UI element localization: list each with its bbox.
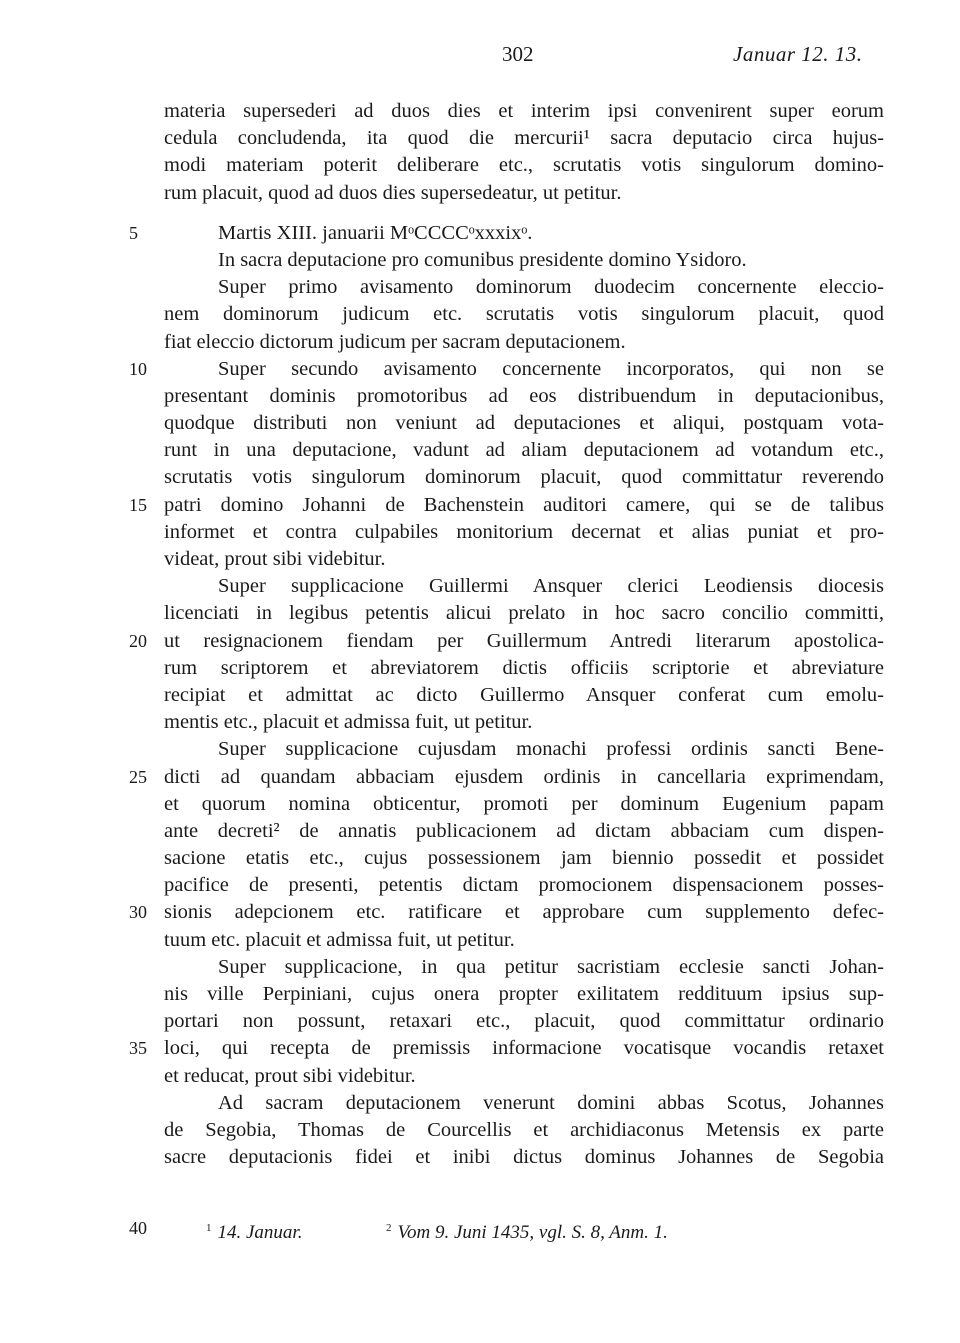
line-text: portari non possunt, retaxari etc., placuit, quod committatur ordinario bbox=[164, 1010, 884, 1033]
text-line bbox=[164, 301, 884, 328]
text-line bbox=[164, 791, 884, 818]
line-text: cedula concludenda, ita quod die mercurii¹ sacra deputacio circa hujus- bbox=[164, 127, 884, 150]
line-text: tuum etc. placuit et admissa fuit, ut petitur. bbox=[164, 928, 515, 951]
body-text bbox=[129, 98, 884, 1171]
line-text: sacre deputacionis fidei et inibi dictus dominus Johannes de Segobia bbox=[164, 1146, 884, 1169]
line-text: Martis XIII. januarii MᵒCCCCᵒxxxixᵒ. bbox=[218, 221, 533, 244]
text-line bbox=[164, 845, 884, 872]
line-text: mentis etc., placuit et admissa fuit, ut petitur. bbox=[164, 711, 533, 734]
text-line bbox=[164, 573, 884, 600]
line-text: Super primo avisamento dominorum duodecim concernente eleccio- bbox=[218, 276, 884, 299]
text-line bbox=[164, 519, 884, 546]
footnote-1-text: 14. Januar. bbox=[217, 1222, 303, 1243]
line-text: sacione etatis etc., cujus possessionem jam biennio possedit et possidet bbox=[164, 847, 884, 870]
text-line bbox=[164, 98, 884, 125]
text-line bbox=[164, 464, 884, 491]
line-text: rum scriptorem et abreviatorem dictis officiis scriptorie et abreviature bbox=[164, 656, 884, 679]
text-line bbox=[164, 1090, 884, 1117]
line-number: 5 bbox=[129, 222, 138, 243]
text-line bbox=[164, 927, 884, 954]
text-line bbox=[164, 1117, 884, 1144]
text-line bbox=[129, 492, 884, 519]
line-text: nem dominorum judicum etc. scrutatis votis singulorum placuit, quod bbox=[164, 303, 884, 326]
text-line bbox=[164, 709, 884, 736]
line-text: modi materiam poterit deliberare etc., scrutatis votis singulorum domino- bbox=[164, 154, 884, 177]
paragraph-gap bbox=[164, 207, 884, 220]
text-line bbox=[164, 437, 884, 464]
text-line bbox=[129, 356, 884, 383]
text-line bbox=[164, 546, 884, 573]
line-text: Ad sacram deputacionem venerunt domini abbas Scotus, Johannes bbox=[218, 1091, 884, 1114]
text-line bbox=[164, 954, 884, 981]
line-text: videat, prout sibi videbitur. bbox=[164, 548, 386, 570]
line-text: rum placuit, quod ad duos dies supersedeatur, ut petitur. bbox=[164, 181, 622, 204]
line-number: 15 bbox=[129, 494, 147, 515]
text-line bbox=[129, 220, 884, 247]
text-line bbox=[164, 600, 884, 627]
line-text: runt in una deputacione, vadunt ad aliam deputacionem ad votandum etc., bbox=[164, 439, 884, 462]
line-text: et quorum nomina obticentur, promoti per dominum Eugenium papam bbox=[164, 792, 884, 815]
text-line bbox=[164, 274, 884, 301]
line-text: materia supersederi ad duos dies et interim ipsi convenirent super eorum bbox=[164, 100, 884, 122]
line-text: informet et contra culpabiles monitorium decernat et alias puniat et pro- bbox=[164, 520, 884, 543]
line-number: 25 bbox=[129, 766, 147, 787]
line-text: nis ville Perpiniani, cujus onera propter exilitatem reddituum ipsius sup- bbox=[164, 983, 884, 1005]
text-line bbox=[164, 383, 884, 410]
footnote-2 bbox=[386, 1214, 668, 1247]
line-text: recipiat et admittat ac dicto Guillermo Ansquer conferat cum emolu- bbox=[164, 683, 884, 706]
footnote-2-mark: 2 bbox=[386, 1222, 392, 1234]
text-line bbox=[164, 152, 884, 179]
text-line bbox=[164, 736, 884, 763]
line-text: In sacra deputacione pro comunibus presidente domino Ysidoro. bbox=[218, 248, 747, 271]
line-text: quodque distributi non veniunt ad deputaciones et aliqui, postquam vota- bbox=[164, 412, 884, 435]
text-line bbox=[129, 899, 884, 926]
text-line bbox=[164, 329, 884, 356]
running-head: Januar 12. 13. bbox=[733, 42, 863, 66]
line-text: presentant dominis promotoribus ad eos distribuendum in deputacionibus, bbox=[164, 384, 884, 407]
line-text: de Segobia, Thomas de Courcellis et archidiaconus Metensis ex parte bbox=[164, 1118, 884, 1141]
line-text: licenciati in legibus petentis alicui prelato in hoc sacro concilio committi, bbox=[164, 602, 884, 625]
line-text: et reducat, prout sibi videbitur. bbox=[164, 1064, 416, 1087]
footnote-1 bbox=[206, 1214, 302, 1247]
text-line bbox=[164, 981, 884, 1008]
line-text: Super supplicacione cujusdam monachi professi ordinis sancti Bene- bbox=[218, 738, 884, 761]
line-text: pacifice de presenti, petentis dictam promocionem dispensacionem posses- bbox=[164, 874, 884, 897]
text-line bbox=[164, 1008, 884, 1035]
footnote-1-mark: 1 bbox=[206, 1222, 212, 1234]
line-text: patri domino Johanni de Bachenstein auditori camere, qui se de talibus bbox=[164, 493, 884, 516]
text-line bbox=[164, 1144, 884, 1171]
line-number: 10 bbox=[129, 358, 147, 379]
text-line bbox=[164, 872, 884, 899]
text-line bbox=[164, 125, 884, 152]
line-text: Super secundo avisamento concernente incorporatos, qui non se bbox=[218, 357, 884, 380]
text-line bbox=[164, 818, 884, 845]
line-text: scrutatis votis singulorum dominorum placuit, quod committatur reverendo bbox=[164, 466, 884, 489]
line-text: loci, qui recepta de premissis informacione vocatisque vocandis retaxet bbox=[164, 1037, 884, 1060]
text-line bbox=[129, 764, 884, 791]
page-number: 302 bbox=[502, 42, 534, 66]
footnote-2-text: Vom 9. Juni 1435, vgl. S. 8, Anm. 1. bbox=[397, 1222, 668, 1243]
page-header bbox=[0, 42, 960, 72]
text-line bbox=[164, 1063, 884, 1090]
text-line bbox=[164, 655, 884, 682]
text-line bbox=[164, 410, 884, 437]
line-number: 35 bbox=[129, 1038, 147, 1059]
line-number: 20 bbox=[129, 630, 147, 651]
line-text: ante decreti² de annatis publicacionem ad dictam abbaciam cum dispen- bbox=[164, 819, 884, 842]
text-line bbox=[129, 628, 884, 655]
line-number: 30 bbox=[129, 902, 147, 923]
line-text: fiat eleccio dictorum judicum per sacram deputacionem. bbox=[164, 330, 626, 353]
text-line bbox=[164, 180, 884, 207]
text-line bbox=[129, 1035, 884, 1062]
line-text: ut resignacionem fiendam per Guillermum Antredi literarum apostolica- bbox=[164, 629, 884, 652]
text-line bbox=[164, 682, 884, 709]
footnotes bbox=[129, 1214, 884, 1243]
text-line bbox=[164, 247, 884, 274]
line-number: 40 bbox=[129, 1218, 147, 1238]
line-text: sionis adepcionem etc. ratificare et approbare cum supplemento defec- bbox=[164, 901, 884, 924]
line-text: dicti ad quandam abbaciam ejusdem ordinis in cancellaria exprimendam, bbox=[164, 765, 884, 788]
line-text: Super supplicacione Guillermi Ansquer clerici Leodiensis diocesis bbox=[218, 575, 884, 598]
line-text: Super supplicacione, in qua petitur sacristiam ecclesie sancti Johan- bbox=[218, 955, 884, 978]
